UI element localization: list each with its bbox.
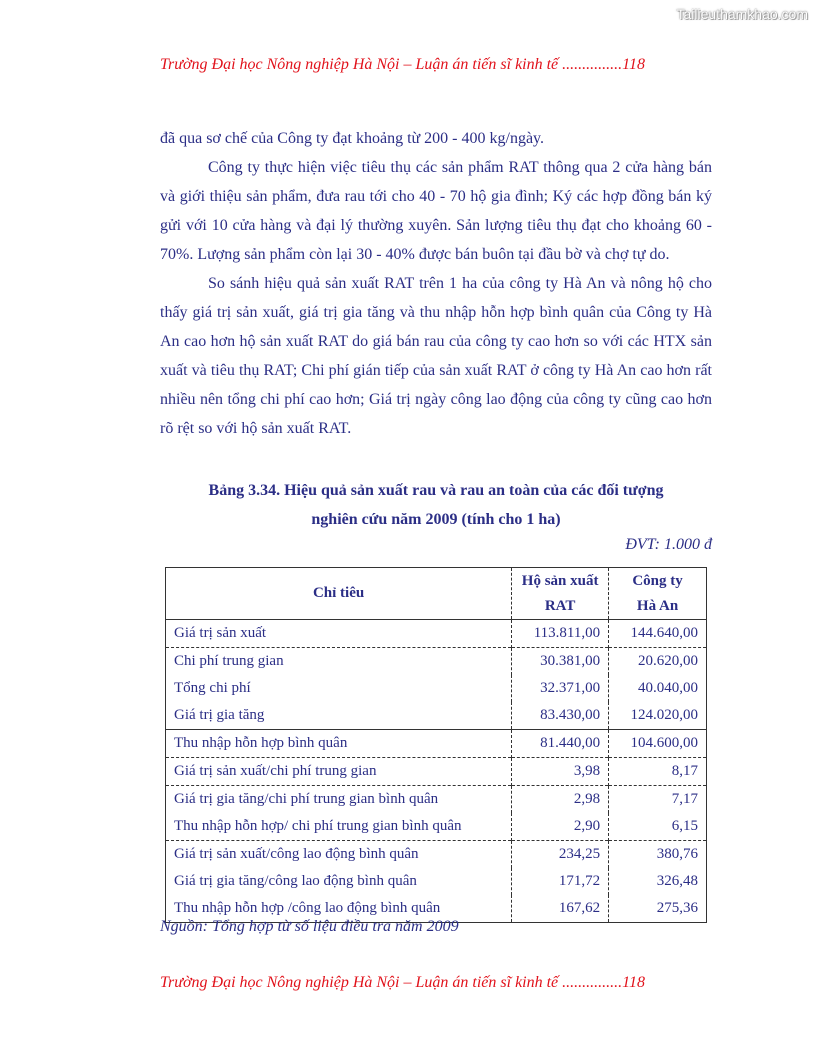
header-line: Hộ sản xuất xyxy=(521,572,599,589)
table-title xyxy=(160,476,712,534)
row-label: Giá trị gia tăng/công lao động bình quân xyxy=(174,873,417,889)
row-value-cty: 124.020,00 xyxy=(609,702,707,730)
row-value-cty: 20.620,00 xyxy=(609,648,707,676)
row-value-cty: 8,17 xyxy=(609,758,707,786)
paragraph: đã qua sơ chế của Công ty đạt khoảng từ 200 - 400 kg/ngày. xyxy=(160,130,545,147)
row-value-ho: 2,90 xyxy=(512,813,609,841)
row-value-ho: 2,98 xyxy=(512,786,609,814)
row-label: Giá trị sản xuất/công lao động bình quân xyxy=(166,841,512,869)
data-table xyxy=(165,567,707,923)
body-text xyxy=(160,124,712,443)
row-value-ho: 3,98 xyxy=(512,758,609,786)
row-value-cty: 7,17 xyxy=(609,786,707,814)
row-value-cty: 326,48 xyxy=(609,868,707,895)
running-header: Trường Đại học Nông nghiệp Hà Nội – Luận án tiến sĩ kinh tế ...............118 xyxy=(160,56,645,73)
header-chi-tieu: Chỉ tiêu xyxy=(166,568,512,620)
header-ho-san-xuat xyxy=(512,568,609,620)
row-label: Thu nhập hỗn hợp /công lao động bình quân xyxy=(174,900,441,916)
row-label: Giá trị sản xuất/chi phí trung gian xyxy=(166,758,512,786)
row-value-cty: 380,76 xyxy=(609,841,707,869)
table-row xyxy=(166,648,707,676)
row-value-ho: 32.371,00 xyxy=(512,675,609,702)
header-cong-ty xyxy=(609,568,707,620)
paragraph: So sánh hiệu quả sản xuất RAT trên 1 ha của công ty Hà An và nông hộ cho thấy giá trị sản xuất, giá trị gia tăng và thu nhập hỗn hợp bình quân của Công ty Hà An cao hơn hộ sản xuất RAT do giá bán rau của công ty cao hơn so với các HTX sản xuất và tiêu thụ RAT; Chi phí gián tiếp của sản xuất RAT ở công ty Hà An cao hơn rất nhiều nên tổng chi phí cao hơn; Giá trị ngày công lao động của công ty cũng cao hơn rõ rệt so với hộ sản xuất RAT. xyxy=(160,275,712,437)
row-value-ho: 83.430,00 xyxy=(512,702,609,730)
row-label: Tổng chi phí xyxy=(174,680,251,696)
row-value-ho: 81.440,00 xyxy=(512,730,609,758)
table-source: Nguồn: Tổng hợp từ số liệu điều tra năm 2009 xyxy=(160,918,459,935)
table-row xyxy=(166,786,707,814)
row-value-cty: 144.640,00 xyxy=(609,620,707,648)
row-label: Thu nhập hỗn hợp bình quân xyxy=(166,730,512,758)
header-line: RAT xyxy=(544,597,576,614)
row-value-ho: 234,25 xyxy=(512,841,609,869)
row-value-cty: 104.600,00 xyxy=(609,730,707,758)
running-footer: Trường Đại học Nông nghiệp Hà Nội – Luận án tiến sĩ kinh tế ...............118 xyxy=(160,974,645,991)
row-label: Chi phí trung gian xyxy=(166,648,512,676)
row-value-cty: 275,36 xyxy=(609,895,707,923)
table-row xyxy=(166,675,707,702)
row-value-ho: 171,72 xyxy=(512,868,609,895)
row-value-cty: 40.040,00 xyxy=(609,675,707,702)
table-title-line: Bảng 3.34. Hiệu quả sản xuất rau và rau an toàn của các đối tượng xyxy=(208,482,664,499)
table-row xyxy=(166,868,707,895)
row-value-ho: 167,62 xyxy=(512,895,609,923)
row-label: Giá trị gia tăng/chi phí trung gian bình quân xyxy=(166,786,512,814)
row-label: Giá trị gia tăng xyxy=(174,707,265,723)
watermark: Tailieuthamkhao.com xyxy=(676,6,808,22)
table-row xyxy=(166,758,707,786)
header-line: Công ty xyxy=(632,572,683,589)
table-row xyxy=(166,813,707,841)
header-line: Hà An xyxy=(636,597,679,614)
table-row xyxy=(166,620,707,648)
table-unit: ĐVT: 1.000 đ xyxy=(625,536,712,553)
table-title-line: nghiên cứu năm 2009 (tính cho 1 ha) xyxy=(311,511,561,528)
paragraph: Công ty thực hiện việc tiêu thụ các sản phẩm RAT thông qua 2 cửa hàng bán và giới thiệu sản phẩm, đưa rau tới cho 40 - 70 hộ gia đình; Ký các hợp đồng bán ký gửi với 10 cửa hàng và đại lý thường xuyên. Sản lượng tiêu thụ đạt cho khoảng 60 - 70%. Lượng sản phẩm còn lại 30 - 40% được bán buôn tại đầu bờ và chợ tự do. xyxy=(160,159,712,263)
table-row xyxy=(166,841,707,869)
table-row xyxy=(166,730,707,758)
row-label: Thu nhập hỗn hợp/ chi phí trung gian bình quân xyxy=(174,818,462,834)
row-label: Giá trị sản xuất xyxy=(166,620,512,648)
row-value-ho: 30.381,00 xyxy=(512,648,609,676)
row-value-cty: 6,15 xyxy=(609,813,707,841)
table-row xyxy=(166,702,707,730)
row-value-ho: 113.811,00 xyxy=(512,620,609,648)
table-header-row xyxy=(166,568,707,620)
